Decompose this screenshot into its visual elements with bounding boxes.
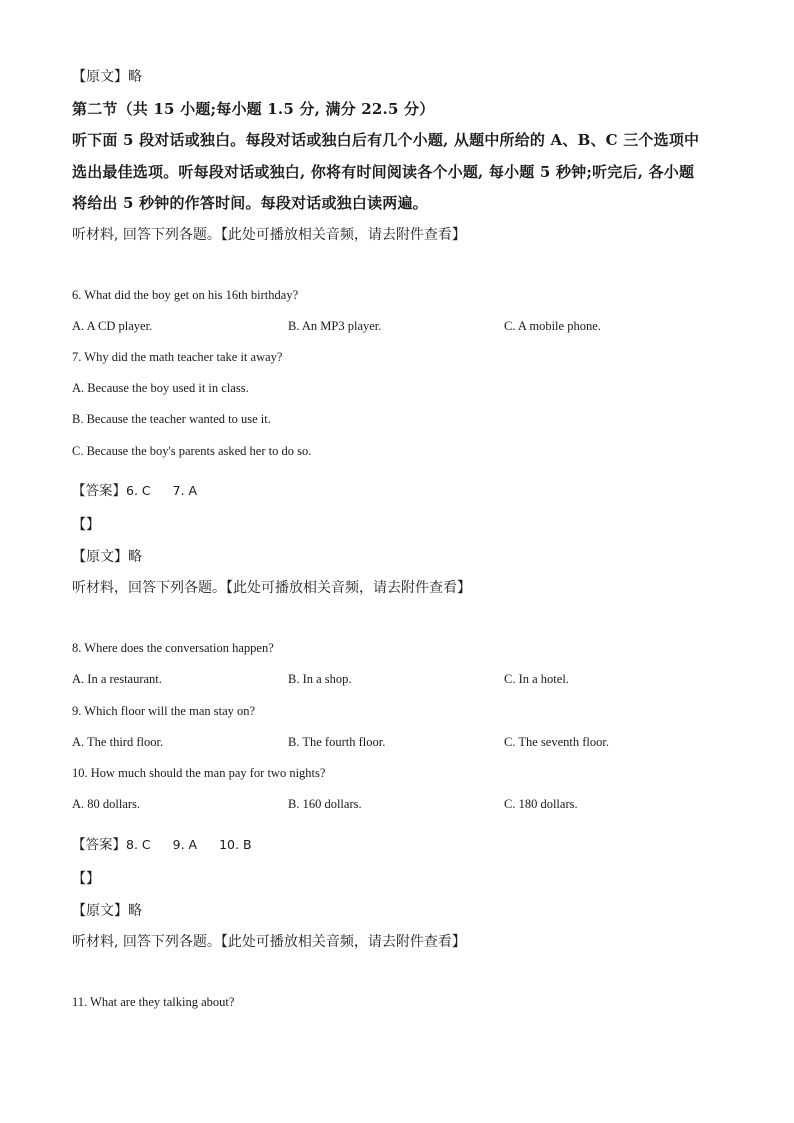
section-instructions-line2: 选出最佳选项。听每段对话或独白, 你将有时间阅读各个小题, 每小题 5 秒钟;听完后, 各小题 xyxy=(72,163,695,181)
q6-option-c: C. A mobile phone. xyxy=(504,319,601,333)
question-11: 11. What are they talking about? xyxy=(72,995,235,1009)
answer-7: 7. A xyxy=(172,483,198,498)
answer-8: 8. C xyxy=(126,837,151,852)
q7-option-a: A. Because the boy used it in class. xyxy=(72,381,249,395)
section-instructions-line1: 听下面 5 段对话或独白。每段对话或独白后有几个小题, 从题中所给的 A、B、C 三个选项中 xyxy=(72,131,700,149)
question-6: 6. What did the boy get on his 16th birthday? xyxy=(72,288,299,302)
q8-option-b: B. In a shop. xyxy=(288,672,352,686)
yuanwen-note: 【原文】略 xyxy=(72,69,142,85)
q6-option-a: A. A CD player. xyxy=(72,319,153,333)
question-8: 8. Where does the conversation happen? xyxy=(72,641,274,655)
answer-line xyxy=(72,833,252,853)
yuanwen-note: 【原文】略 xyxy=(72,549,142,565)
q8-option-c: C. In a hotel. xyxy=(504,672,569,686)
answer-6: 6. C xyxy=(126,483,151,498)
answer-10: 10. B xyxy=(219,837,252,852)
q8-option-a: A. In a restaurant. xyxy=(72,672,162,686)
q6-option-b: B. An MP3 player. xyxy=(288,319,382,333)
question-10: 10. How much should the man pay for two nights? xyxy=(72,766,326,780)
answer-9: 9. A xyxy=(172,837,198,852)
question-7: 7. Why did the math teacher take it away? xyxy=(72,350,283,364)
analysis-brackets: 【】 xyxy=(72,871,100,887)
q7-option-c: C. Because the boy's parents asked her to do so. xyxy=(72,444,312,458)
listen-material-instruction: 听材料, 回答下列各题。【此处可播放相关音频，请去附件查看】 xyxy=(72,227,466,243)
listen-material-instruction: 听材料，回答下列各题。【此处可播放相关音频，请去附件查看】 xyxy=(72,580,471,596)
q7-option-b: B. Because the teacher wanted to use it. xyxy=(72,412,271,426)
question-9: 9. Which floor will the man stay on? xyxy=(72,704,256,718)
listen-material-instruction: 听材料, 回答下列各题。【此处可播放相关音频，请去附件查看】 xyxy=(72,934,466,950)
answer-label: 【答案】 xyxy=(72,837,126,853)
q10-option-a: A. 80 dollars. xyxy=(72,797,141,811)
q9-option-a: A. The third floor. xyxy=(72,735,164,749)
answer-line xyxy=(72,479,197,499)
q10-option-c: C. 180 dollars. xyxy=(504,797,578,811)
yuanwen-note: 【原文】略 xyxy=(72,903,142,919)
section-instructions-line3: 将给出 5 秒钟的作答时间。每段对话或独白读两遍。 xyxy=(72,194,428,212)
q10-option-b: B. 160 dollars. xyxy=(288,797,362,811)
section-title: 第二节（共 15 小题;每小题 1.5 分, 满分 22.5 分） xyxy=(72,100,435,118)
q9-option-c: C. The seventh floor. xyxy=(504,735,609,749)
q9-option-b: B. The fourth floor. xyxy=(288,735,386,749)
answer-label: 【答案】 xyxy=(72,483,126,499)
analysis-brackets: 【】 xyxy=(72,517,100,533)
